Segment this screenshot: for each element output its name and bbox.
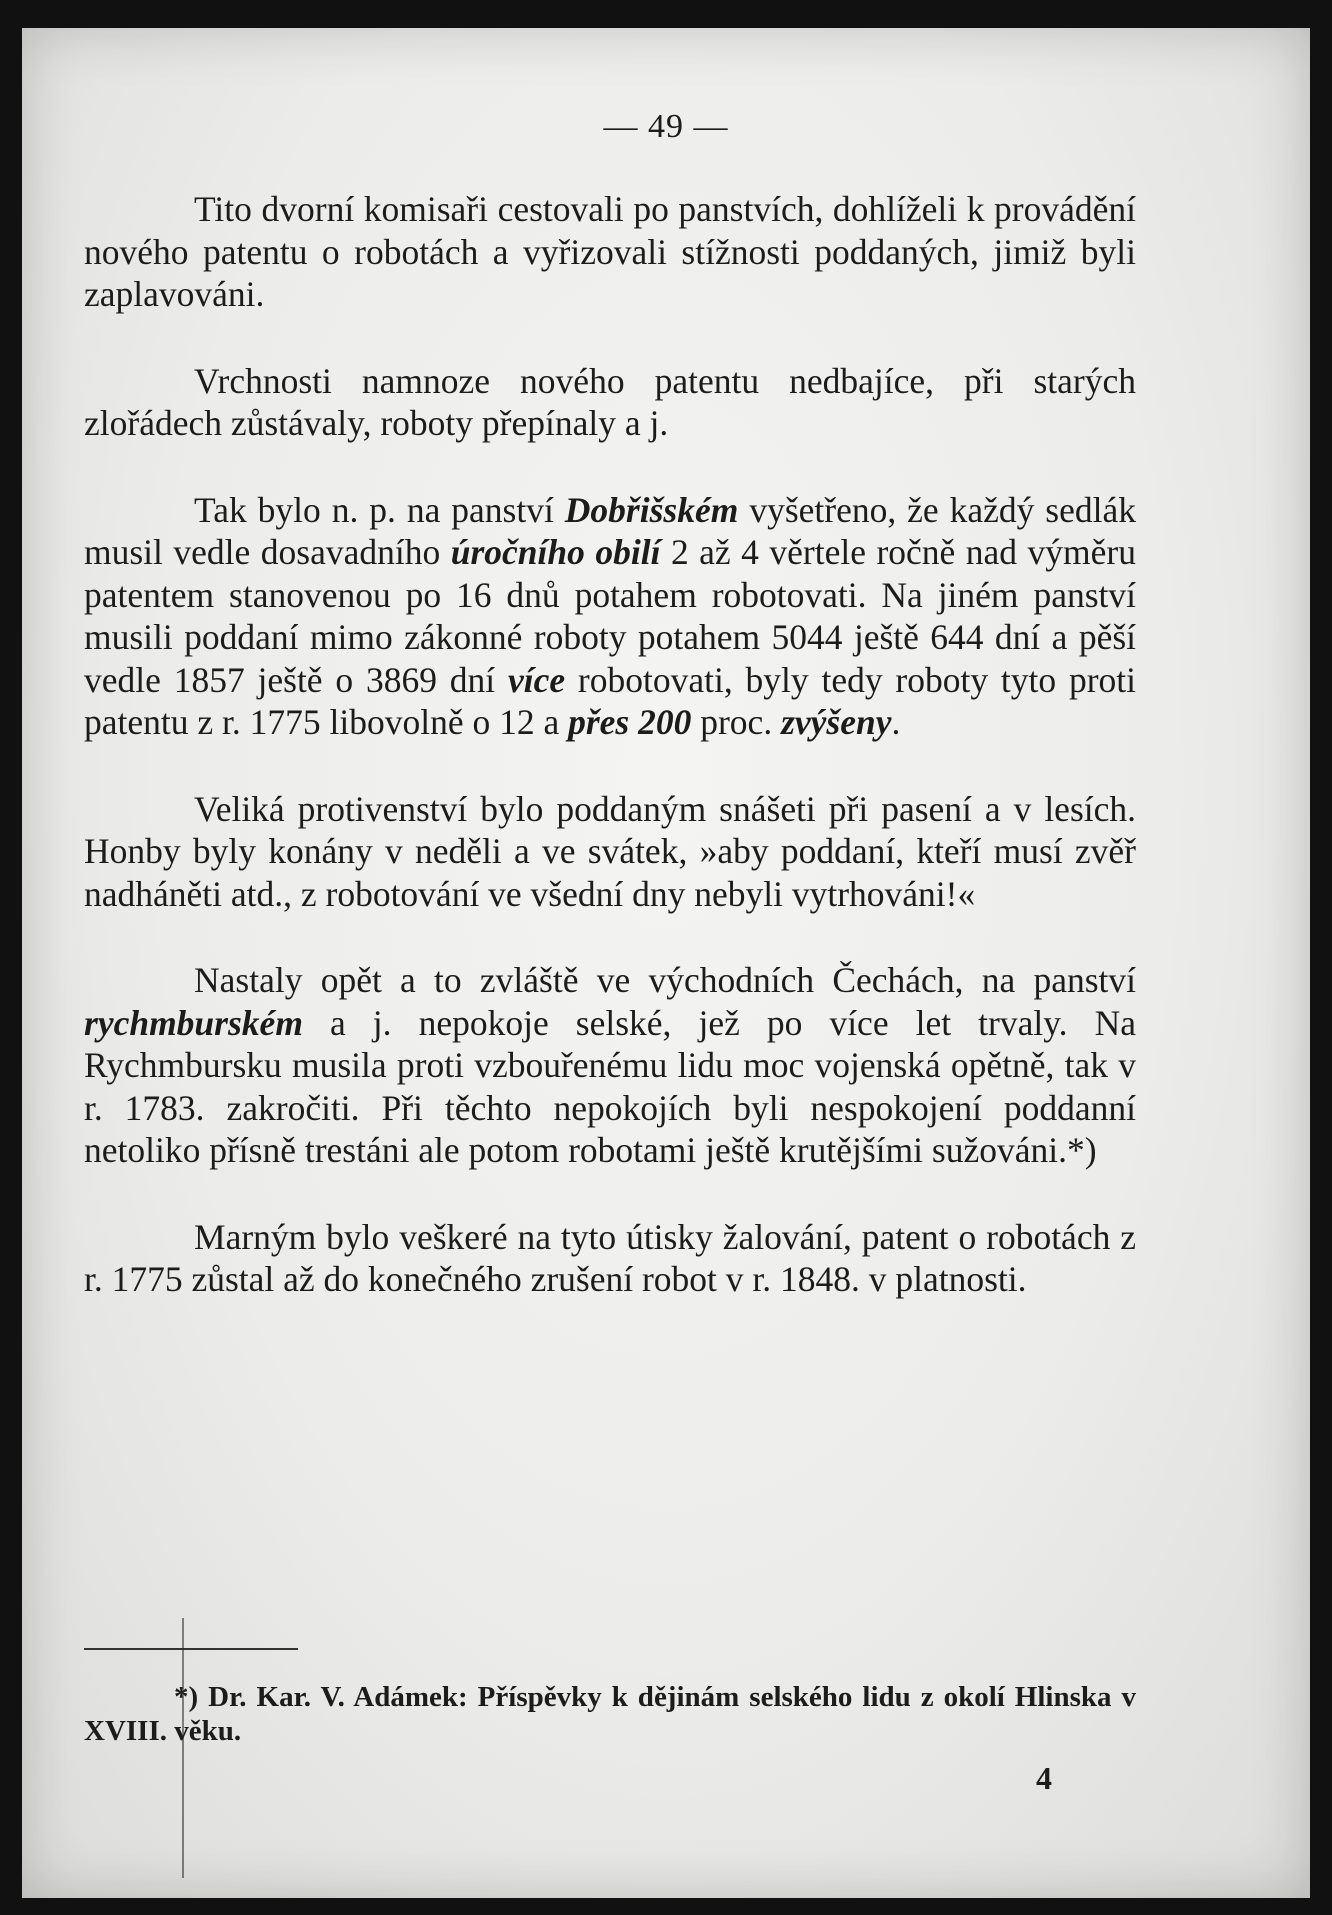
emphasis: více	[507, 659, 566, 700]
paragraph-6	[84, 1216, 1136, 1301]
emphasis: úročního obilí	[450, 532, 661, 572]
text-run: robotovati, byly tedy roboty tyto proti patentu z r. 1775 libovolně o 12 a	[84, 659, 1137, 742]
paragraph-3	[84, 489, 1136, 744]
footnote-rule	[84, 1648, 298, 1650]
footnote: *) Dr. Kar. V. Adámek: Příspěvky k dějinám selského lidu z okolí Hlinska v XVIII. věku.	[84, 1681, 1136, 1747]
text-run: Vrchnosti namnoze nového patentu nedbajíce, při starých zlořádech zůstávaly, roboty přepínaly a j.	[84, 360, 1136, 443]
text-run: .	[891, 702, 901, 742]
page-crease	[182, 1618, 190, 1878]
emphasis: rychmburském	[84, 1002, 303, 1043]
text-run: proc.	[691, 702, 782, 742]
text-run: 2 až 4 věrtele ročně nad výměru patentem stanovenou po 16 dnů potahem robotovati. Na jiném panství musili poddaní mimo zákonné roboty potahem 5044 ještě 644 dní a pěší vedle 1857 ještě o 3869 dní	[84, 532, 1136, 700]
emphasis: přes 200	[568, 702, 692, 742]
text-run: vyšetřeno, že každý sedlák musil vedle dosavadního	[84, 489, 1136, 572]
text-run: Nastaly opět a to zvláště ve východních Čechách, na panství	[194, 960, 1136, 1000]
text-run: Tito dvorní komisaři cestovali po panstvích, dohlíželi k provádění nového patentu o robotách a vyřizovali stížnosti poddaných, jimiž byli zaplavováni.	[84, 189, 1136, 314]
text-run: Tak bylo n. p. na panství	[194, 489, 565, 530]
signature-mark: 4	[1036, 1760, 1052, 1796]
text-run: a j. nepokoje selské, jež po více let trvaly. Na Rychmbursku musila proti vzbouřenému lidu moc vojenská opětně, tak v r. 1783. zakročiti. Při těchto nepokojích byli nespokojení poddanní netoliko přísně trestáni ale potom robotami ještě krutějšími sužováni.*)	[84, 1002, 1136, 1170]
emphasis: zvýšeny	[781, 702, 892, 742]
text-run: Marným bylo veškeré na tyto útisky žalování, patent o robotách z r. 1775 zůstal až do konečného zrušení robot v r. 1848. v platnosti.	[84, 1216, 1136, 1299]
paragraph-1	[84, 188, 1136, 316]
body-text	[84, 188, 1136, 1345]
paragraph-4	[84, 788, 1136, 916]
text-run: Veliká protivenství bylo poddaným snášeti při pasení a v lesích. Honby byly konány v neděli a ve svátek, »aby poddaní, kteří musí zvěř nadháněti atd., z robotování ve všední dny nebyli vytrhováni!«	[84, 788, 1136, 914]
book-page	[22, 28, 1310, 1898]
page-number: — 49 —	[603, 108, 729, 145]
paragraph-2	[84, 360, 1136, 445]
emphasis: Dobřišském	[564, 489, 739, 530]
paragraph-5	[84, 959, 1136, 1172]
